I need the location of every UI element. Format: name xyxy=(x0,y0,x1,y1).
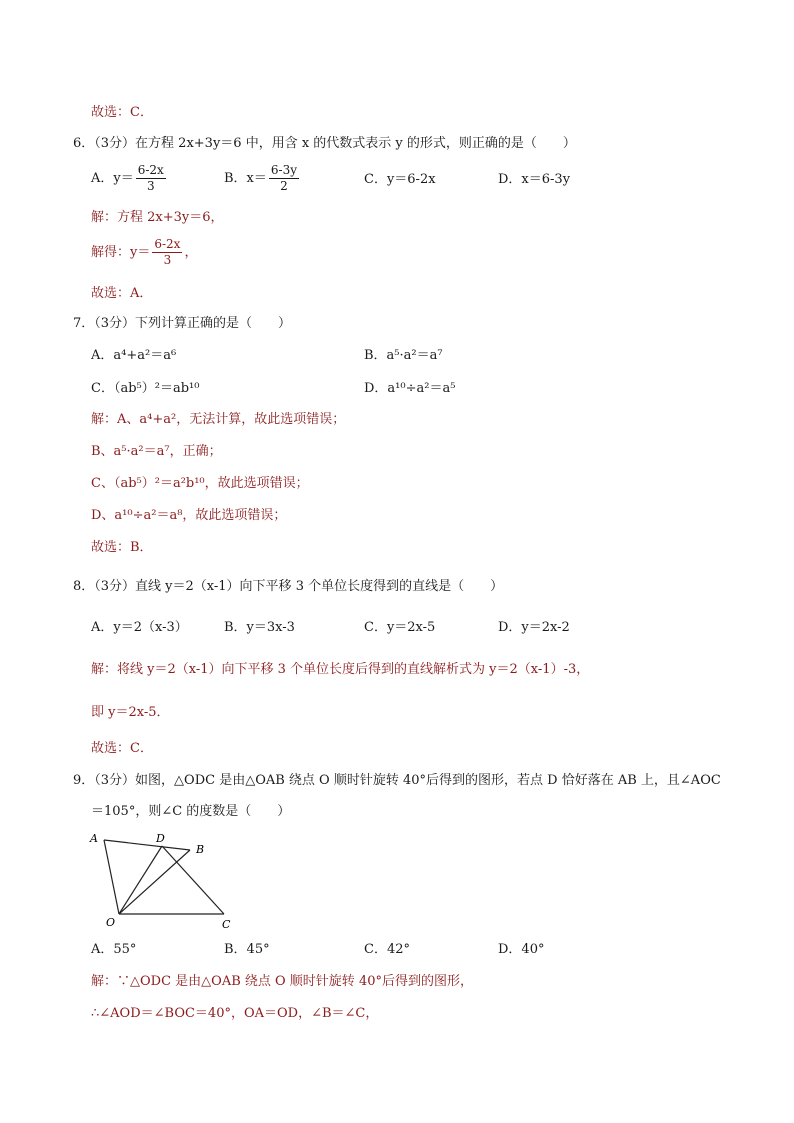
q7-option-b: B．a⁵·a²＝a⁷ xyxy=(364,348,443,363)
q6-option-a-prefix: A．y＝ xyxy=(91,171,134,186)
q9-option-c: C．42° xyxy=(364,942,410,957)
q9-solution-2: ∴∠AOD＝∠BOC＝40°，OA＝OD，∠B＝∠C， xyxy=(91,1006,379,1021)
segment-AB xyxy=(104,840,190,850)
q8-option-a: A．y＝2（x-3） xyxy=(91,620,188,635)
q6-option-a-fraction xyxy=(136,163,166,194)
q9-geometry-figure xyxy=(84,826,244,934)
q7-solution-2: B、a⁵·a²＝a⁷，正确； xyxy=(91,444,222,459)
segment-OB xyxy=(119,850,190,914)
q6-solution-fraction xyxy=(152,237,182,268)
q6-option-b-prefix: B．x＝ xyxy=(224,171,267,186)
q8-solution-1: 解：将线 y＝2（x-1）向下平移 3 个单位长度后得到的直线解析式为 y＝2（x-1）-3， xyxy=(91,662,590,677)
q6-solution-1: 解：方程 2x+3y＝6， xyxy=(91,210,224,225)
q7-solution-4: D、a¹⁰÷a²＝a⁸，故此选项错误； xyxy=(91,508,287,523)
label-C: C xyxy=(222,918,231,931)
q8-solution-2: 即 y＝2x-5． xyxy=(91,705,170,720)
q6-option-b-den: 2 xyxy=(280,179,288,193)
q8-option-d: D．y＝2x-2 xyxy=(498,620,570,635)
prev-answer-line: 故选：C． xyxy=(91,105,153,120)
q6-option-a-den: 3 xyxy=(146,179,155,193)
segment-DC xyxy=(162,846,224,914)
q9-option-d: D．40° xyxy=(498,942,545,957)
q6-option-b-fraction xyxy=(269,163,299,194)
q6-stem: 6．（3分）在方程 2x+3y＝6 中，用含 x 的代数式表示 y 的形式，则正确的是（ ） xyxy=(73,136,576,151)
q9-solution-1: 解：∵△ODC 是由△OAB 绕点 O 顺时针旋转 40°后得到的图形， xyxy=(91,974,473,989)
q8-stem: 8．（3分）直线 y＝2（x-1）向下平移 3 个单位长度得到的直线是（ ） xyxy=(73,579,504,594)
q6-solution-den: 3 xyxy=(163,253,172,267)
label-B: B xyxy=(196,843,205,856)
q9-stem-2: ＝105°，则∠C 的度数是（ ） xyxy=(91,804,291,819)
q9-option-a: A．55° xyxy=(91,942,137,957)
q7-option-d: D．a¹⁰÷a²＝a⁵ xyxy=(364,381,456,396)
segment-OA xyxy=(104,840,119,914)
segment-OD xyxy=(119,846,162,914)
q9-stem-1: 9．（3分）如图，△ODC 是由△OAB 绕点 O 顺时针旋转 40°后得到的图形，若点 D 恰好落在 AB 上，且∠AOC xyxy=(73,773,721,788)
q7-option-a: A．a⁴+a²＝a⁶ xyxy=(91,348,177,363)
q6-option-c: C．y＝6-2x xyxy=(364,172,436,187)
q6-solution-num: 6-2x xyxy=(154,237,181,251)
q6-solution-2-prefix: 解得：y＝ xyxy=(91,245,151,260)
label-O: O xyxy=(106,916,116,929)
q7-solution-1: 解：A、a⁴+a²，无法计算，故此选项错误； xyxy=(91,412,346,427)
label-D: D xyxy=(156,832,165,845)
q8-option-c: C．y＝2x-5 xyxy=(364,620,436,635)
q6-select: 故选：A． xyxy=(91,286,153,301)
q6-solution-2 xyxy=(91,237,197,268)
q9-option-b: B．45° xyxy=(224,942,270,957)
label-A: A xyxy=(90,832,98,845)
q6-option-d: D．x＝6-3y xyxy=(498,172,571,187)
q7-select: 故选：B． xyxy=(91,540,153,555)
q6-option-b xyxy=(224,163,301,194)
q8-select: 故选：C． xyxy=(91,741,153,756)
q7-stem: 7．（3分）下列计算正确的是（ ） xyxy=(73,316,292,331)
q6-option-a-num: 6-2x xyxy=(137,163,164,177)
q6-solution-2-suffix: ， xyxy=(184,245,198,260)
q7-option-c: C．（ab⁵）²＝ab¹⁰ xyxy=(91,381,200,396)
q7-solution-3: C、（ab⁵）²＝a²b¹⁰，故此选项错误； xyxy=(91,476,309,491)
q6-option-b-num: 6-3y xyxy=(270,163,297,177)
q6-option-a xyxy=(91,163,168,194)
q8-option-b: B．y＝3x-3 xyxy=(224,620,295,635)
